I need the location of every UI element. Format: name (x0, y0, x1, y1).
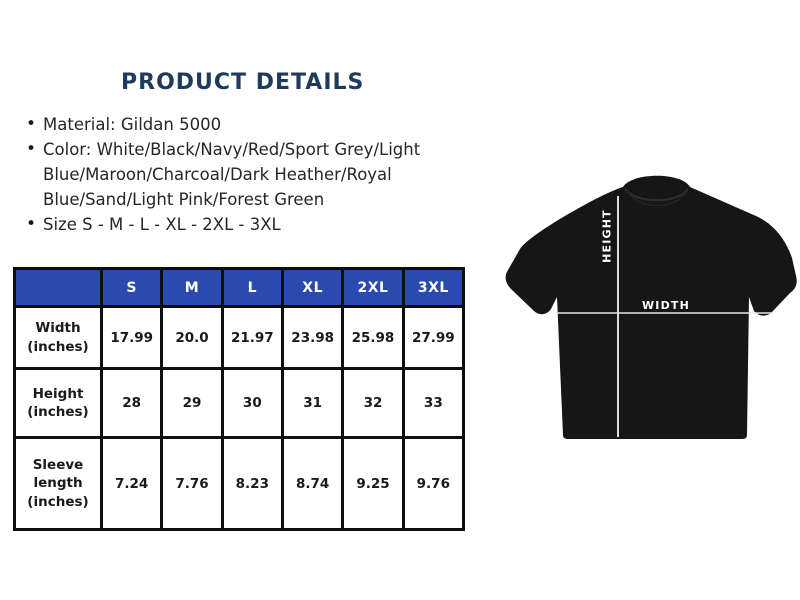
row-label: Width (inches) (15, 307, 102, 369)
size-chart-body (15, 307, 464, 530)
size-value-cell: 32 (343, 369, 403, 438)
detail-line: Blue/Maroon/Charcoal/Dark Heather/Royal (43, 165, 392, 184)
detail-line: • Color: White/Black/Navy/Red/Sport Grey/Light (43, 140, 421, 159)
size-value-cell: 21.97 (222, 307, 282, 369)
row-label: Height (inches) (15, 369, 102, 438)
detail-bullet (26, 137, 486, 212)
size-value-cell: 20.0 (162, 307, 222, 369)
size-value-cell: 31 (282, 369, 342, 438)
width-label: WIDTH (641, 299, 691, 312)
detail-bullet (26, 212, 486, 237)
page-title: PRODUCT DETAILS (121, 70, 365, 95)
size-chart-table (13, 267, 465, 531)
table-row (15, 307, 464, 369)
detail-bullet (26, 112, 486, 137)
size-value-cell: 28 (102, 369, 162, 438)
size-value-cell: 23.98 (282, 307, 342, 369)
size-value-cell: 33 (403, 369, 463, 438)
size-chart-header-row (15, 269, 464, 307)
size-value-cell: 29 (162, 369, 222, 438)
size-column-header: M (162, 269, 222, 307)
height-label: HEIGHT (600, 209, 614, 263)
size-value-cell: 17.99 (102, 307, 162, 369)
size-value-cell: 25.98 (343, 307, 403, 369)
size-column-header: L (222, 269, 282, 307)
size-value-cell: 27.99 (403, 307, 463, 369)
size-value-cell: 9.25 (343, 438, 403, 530)
size-value-cell: 8.74 (282, 438, 342, 530)
corner-cell (15, 269, 102, 307)
size-value-cell: 9.76 (403, 438, 463, 530)
size-column-header: XL (282, 269, 342, 307)
row-label: Sleeve length (inches) (15, 438, 102, 530)
table-row (15, 438, 464, 530)
details-list (26, 112, 486, 237)
detail-line: • Material: Gildan 5000 (43, 115, 222, 134)
size-column-header: 2XL (343, 269, 403, 307)
size-column-header: 3XL (403, 269, 463, 307)
table-row (15, 369, 464, 438)
size-value-cell: 30 (222, 369, 282, 438)
detail-line: Blue/Sand/Light Pink/Forest Green (43, 190, 325, 209)
size-column-header: S (102, 269, 162, 307)
size-value-cell: 7.76 (162, 438, 222, 530)
size-value-cell: 7.24 (102, 438, 162, 530)
size-value-cell: 8.23 (222, 438, 282, 530)
tshirt-size-diagram (490, 148, 800, 448)
detail-line: • Size S - M - L - XL - 2XL - 3XL (43, 215, 281, 234)
